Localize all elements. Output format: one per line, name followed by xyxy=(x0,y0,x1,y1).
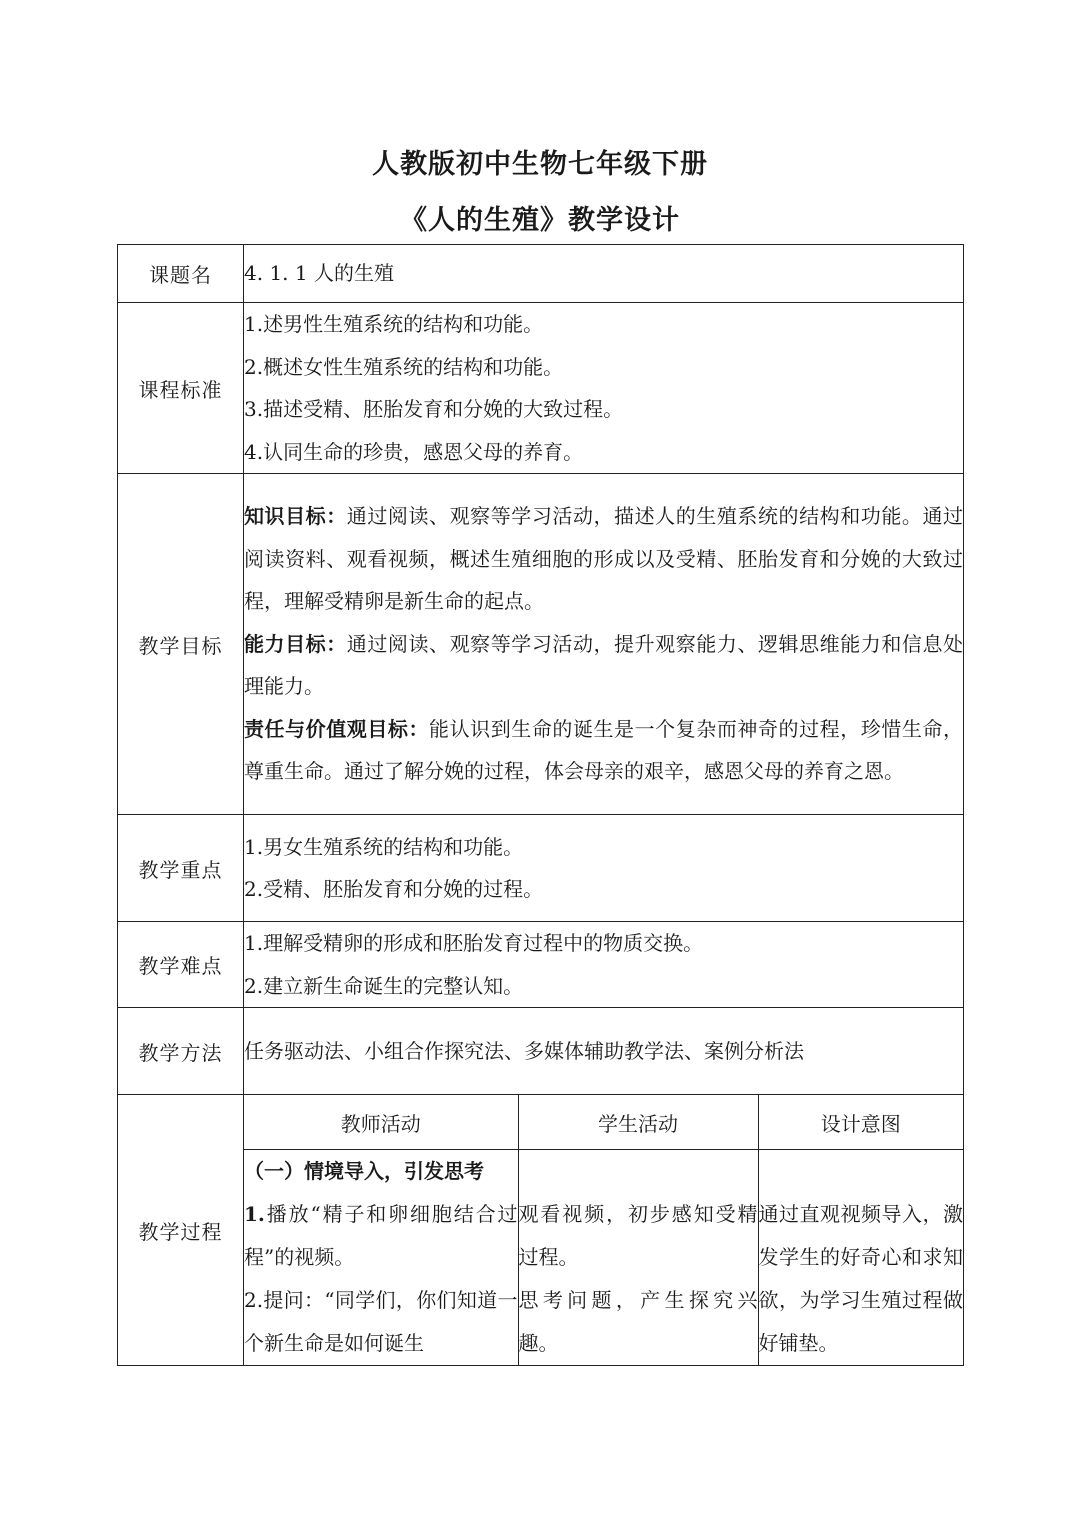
section-heading: （一）情境导入，引发思考 xyxy=(244,1159,484,1184)
difficulties-content xyxy=(244,922,964,1008)
key-point-item: 2.受精、胚胎发育和分娩的过程。 xyxy=(244,877,544,901)
difficulty-item: 1.理解受精卵的形成和胚胎发育过程中的物质交换。 xyxy=(244,931,704,955)
standards-label: 课程标准 xyxy=(118,303,244,474)
topic-value xyxy=(244,245,964,303)
knowledge-objective-text: 通过阅读、观察等学习活动，描述人的生殖系统的结构和功能。通过阅读资料、观看视频，概述生殖细胞的形成以及受精、胚胎发育和分娩的大致过程，理解受精卵是新生命的起点。 xyxy=(244,504,964,614)
difficulty-item: 2.建立新生命诞生的完整认知。 xyxy=(244,973,524,998)
key-points-label: 教学重点 xyxy=(118,815,244,922)
topic-text: 4. 1. 1 人的生殖 xyxy=(244,261,394,286)
key-point-item: 1.男女生殖系统的结构和功能。 xyxy=(244,834,524,859)
objectives-label: 教学目标 xyxy=(118,474,244,815)
value-objective-heading: 责任与价值观目标： xyxy=(244,716,430,741)
knowledge-objective-heading: 知识目标： xyxy=(244,504,347,529)
student-activity-2: 思考问题，产生探究兴趣。 xyxy=(518,1288,758,1355)
design-intent-cell xyxy=(758,1150,963,1366)
document-subtitle: 《人的生殖》教学设计 xyxy=(400,205,680,236)
topic-label: 课题名 xyxy=(118,245,244,303)
ability-objective-heading: 能力目标： xyxy=(244,631,347,656)
teacher-activity-header: 教师活动 xyxy=(244,1095,518,1150)
lesson-plan-table xyxy=(117,244,964,1366)
design-intent-text: 通过直观视频导入，激发学生的好奇心和求知欲，为学习生殖过程做好铺垫。 xyxy=(758,1202,963,1355)
teacher-step-1 xyxy=(244,1193,518,1279)
standard-item: 2.概述女性生殖系统的结构和功能。 xyxy=(244,354,564,379)
row-methods xyxy=(118,1008,964,1095)
document-title: 人教版初中生物七年级下册 xyxy=(372,149,708,180)
teacher-step-1-text: 播放“精子和卵细胞结合过程”的视频。 xyxy=(244,1201,518,1269)
knowledge-objective xyxy=(244,495,963,623)
process-body-row xyxy=(244,1150,963,1366)
row-standards xyxy=(118,303,964,474)
row-process xyxy=(118,1095,964,1366)
student-activity-header: 学生活动 xyxy=(518,1095,758,1150)
standard-item: 1.述男性生殖系统的结构和功能。 xyxy=(244,312,544,336)
process-label: 教学过程 xyxy=(118,1095,244,1366)
difficulties-label: 教学难点 xyxy=(118,922,244,1008)
methods-content xyxy=(244,1008,964,1095)
row-objectives xyxy=(118,474,964,815)
standard-item: 3.描述受精、胚胎发育和分娩的大致过程。 xyxy=(244,397,624,421)
teacher-step-1-number: 1. xyxy=(244,1201,265,1226)
ability-objective xyxy=(244,623,963,708)
key-points-content xyxy=(244,815,964,922)
ability-objective-text: 通过阅读、观察等学习活动，提升观察能力、逻辑思维能力和信息处理能力。 xyxy=(244,631,964,699)
student-activity-1: 观看视频，初步感知受精过程。 xyxy=(518,1202,758,1269)
row-topic xyxy=(118,245,964,303)
methods-label: 教学方法 xyxy=(118,1008,244,1095)
row-difficulties xyxy=(118,922,964,1008)
row-key-points xyxy=(118,815,964,922)
process-table xyxy=(244,1095,963,1365)
value-objective xyxy=(244,708,963,793)
standards-content xyxy=(244,303,964,474)
objectives-content xyxy=(244,474,964,815)
teacher-step-2: 2.提问：“同学们，你们知道一个新生命是如何诞生 xyxy=(244,1287,518,1355)
teacher-activity-cell xyxy=(244,1150,518,1366)
process-header-row xyxy=(244,1095,963,1150)
design-intent-header: 设计意图 xyxy=(758,1095,963,1150)
standard-item: 4.认同生命的珍贵，感恩父母的养育。 xyxy=(244,439,584,464)
student-activity-cell xyxy=(518,1150,758,1366)
value-objective-text: 能认识到生命的诞生是一个复杂而神奇的过程，珍惜生命，尊重生命。通过了解分娩的过程，体会母亲的艰辛，感恩父母的养育之恩。 xyxy=(244,716,964,784)
process-content xyxy=(244,1095,964,1366)
methods-text: 任务驱动法、小组合作探究法、多媒体辅助教学法、案例分析法 xyxy=(244,1038,804,1063)
